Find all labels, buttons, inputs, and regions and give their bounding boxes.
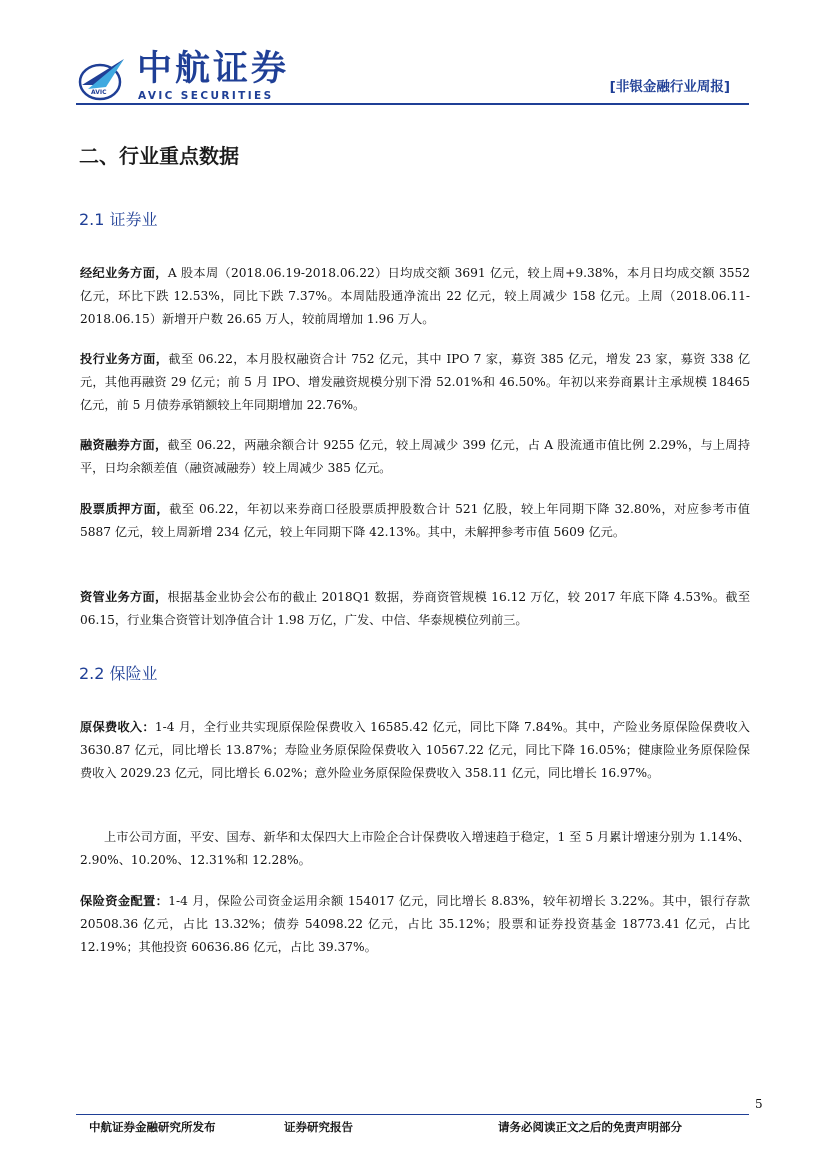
paragraph-stock-pledge <box>80 498 750 544</box>
paragraph-text: 1-4 月，全行业共实现原保险保费收入 16585.42 亿元，同比下降 7.84%。其中，产险业务原保险保费收入 3630.87 亿元，同比增长 13.87%；寿险业务原保险保费收入 10567.22 亿元，同比下降 16.05%；健康险业务原保险保费收入 2029.23 亿元，同比增长 6.02%；意外险业务原保险保费收入 358.11 亿元，同比增长 16.97%。 <box>80 720 750 780</box>
page-number: 5 <box>755 1097 763 1111</box>
subsection-title-insurance: 2.2 保险业 <box>79 664 158 683</box>
footer-report-kind: 证券研究报告 <box>284 1120 353 1134</box>
paragraph-text: 截至 06.22，年初以来券商口径股票质押股数合计 521 亿股，较上年同期下降 32.80%，对应参考市值 5887 亿元，较上周新增 234 亿元，较上年同期下降 42.13%。其中，未解押参考市值 5609 亿元。 <box>80 502 750 539</box>
paragraph-text: 1-4 月，保险公司资金运用余额 154017 亿元，同比增长 8.83%，较年初增长 3.22%。其中，银行存款 20508.36 亿元，占比 13.32%；债券 54098.22 亿元，占比 35.12%；股票和证券投资基金 18773.41 亿元，占比 12.19%；其他投资 60636.86 亿元，占比 39.37%。 <box>80 894 750 954</box>
paragraph-lead: 资管业务方面， <box>80 590 168 604</box>
svg-text:AVIC: AVIC <box>91 89 107 96</box>
paragraph-lead: 投行业务方面， <box>80 352 169 366</box>
paragraph-margin-trading <box>80 434 750 480</box>
paragraph-lead: 原保费收入： <box>80 720 155 734</box>
paragraph-lead: 保险资金配置： <box>80 894 169 908</box>
paragraph-text: 上市公司方面，平安、国寿、新华和太保四大上市险企合计保费收入增速趋于稳定，1 至 5 月累计增速分别为 1.14%、2.90%、10.20%、12.31%和 12.28%。 <box>80 830 750 867</box>
brand-name-en: AVIC SECURITIES <box>138 90 274 102</box>
header-divider <box>76 103 749 105</box>
section-title: 二、行业重点数据 <box>79 144 239 168</box>
paragraph-text: 根据基金业协会公布的截止 2018Q1 数据，券商资管规模 16.12 万亿，较 2017 年底下降 4.53%。截至 06.15，行业集合资管计划净值合计 1.98 万亿，广发、中信、华泰规模位列前三。 <box>80 590 751 627</box>
footer-divider <box>76 1114 749 1115</box>
footer-disclaimer: 请务必阅读正文之后的免责声明部分 <box>498 1120 682 1134</box>
paragraph-text: A 股本周（2018.06.19-2018.06.22）日均成交额 3691 亿元，较上周+9.38%，本月日均成交额 3552 亿元，环比下跌 12.53%，同比下跌 7.37%。本周陆股通净流出 22 亿元，较上周减少 158 亿元。上周（2018.06.11-2018.06.15）新增开户数 26.65 万人，较前周增加 1.96 万人。 <box>80 266 751 326</box>
footer-publisher: 中航证券金融研究所发布 <box>89 1120 216 1134</box>
report-type-label: [非银金融行业周报] <box>609 79 730 95</box>
page-header <box>0 0 827 112</box>
paragraph-listed-companies <box>80 826 750 872</box>
subsection-title-securities: 2.1 证券业 <box>79 210 158 229</box>
paragraph-text: 截至 06.22，本月股权融资合计 752 亿元，其中 IPO 7 家，募资 385 亿元，增发 23 家，募资 338 亿元，其他再融资 29 亿元；前 5 月 IPO、增发融资规模分别下滑 52.01%和 46.50%。年初以来券商累计主承规模 18465 亿元，前 5 月债券承销额较上年同期增加 22.76%。 <box>80 352 751 412</box>
paragraph-lead: 融资融券方面， <box>80 438 168 452</box>
paragraph-text: 截至 06.22，两融余额合计 9255 亿元，较上周减少 399 亿元，占 A 股流通市值比例 2.29%，与上周持平，日均余额差值（融资减融券）较上周减少 385 亿元。 <box>80 438 751 475</box>
paragraph-brokerage <box>80 262 750 331</box>
paragraph-asset-management <box>80 586 750 632</box>
paragraph-lead: 股票质押方面， <box>80 502 170 516</box>
avic-wing-logo-icon <box>78 55 128 103</box>
paragraph-premium-income <box>80 716 750 785</box>
paragraph-fund-allocation <box>80 890 750 959</box>
paragraph-investment-banking <box>80 348 750 417</box>
brand-name-cn: 中航证券 <box>137 49 290 89</box>
paragraph-lead: 经纪业务方面， <box>80 266 168 280</box>
